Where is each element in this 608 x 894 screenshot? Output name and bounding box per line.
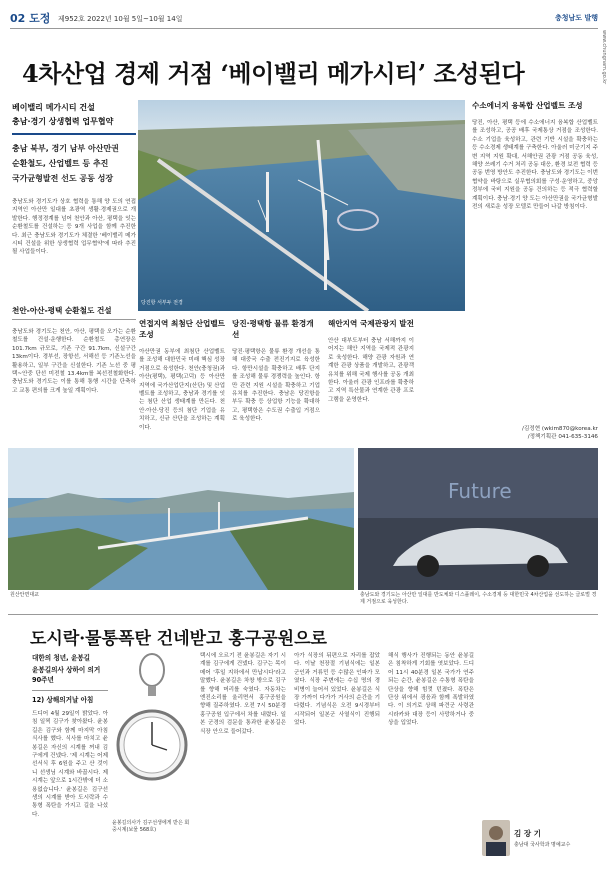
island-bridge-photo: [8, 448, 354, 590]
bottom-sub-block: [32, 652, 108, 876]
bridge-photo: [138, 100, 465, 311]
rail-section: [12, 305, 136, 446]
lead-kicker: 베이밸리 메가시티 건설: [12, 103, 95, 112]
bottom-col-1: 드디어 4월 29일이 밝았다. 아침 일찍 김구가 찾아왔다. 윤봉길은 김구와 함께 마지막 아침 식사를 했다. 식사를 마치고 윤봉길은 자신의 시계를 꺼내 김구에게 건넸다. '제 시계는 어제 선서식 후 6원을 주고 산 것이니 선생님 시계와 바꿉시다. 제 시계는 앞으로 1시간밖에 더 소용없습니다.' 윤봉길은 김구선생의 시계를 받아 도시락과 수통형 폭탄을 가지고 길을 나섰다.: [32, 711, 108, 818]
rail-title: 천안-아산-평택 순환철도 건설: [12, 305, 136, 320]
author-name: 김 장 기: [514, 829, 541, 838]
watch-caption: 윤봉길의사가 김구선생에게 받은 회중시계(보물 568호): [112, 820, 190, 833]
column-2-title: 당진·평택항 물류 환경개선: [232, 319, 314, 339]
column-1-body: 아산만권 동부에 최첨단 산업벨트를 조성해 대한민국 미래 핵심 성장거점으로 육성한다. 천안(충청권)과 아산(평택), 평택(고덕) 등 아산만 지역에 국가산업단지(산단) 및 산업벨트를 조성하고, 충남과 경기를 잇는 첨단 산업 생태계를 만든다. 천안·아산·당진 등의 첨단 기업을 유치하고, 신규 산단을 조성하는 계획이다.: [139, 349, 225, 431]
column-2: [232, 318, 320, 444]
byline-2: /정책기획관 041-635-3146: [527, 434, 598, 441]
issue-info: 제952호 2022년 10월 5일~10월 14일: [58, 15, 183, 23]
column-1-title: 연접지역 최첨단 산업벨트 조성: [139, 319, 225, 339]
column-3-body: 안산 대부도부터 충남 서해까지 이어지는 해안 지역을 국제적 관광지로 육성한다. 해양 관광 자원과 연계한 관광 상품을 개발하고, 관광객 유치를 위해 국제 행사를 공동 개최한다. 아울러 관광 인프라를 확충하고 지역 특산물과 연계한 관광 프로그램을 운영한다.: [328, 338, 414, 403]
side-url: www.chungnam.go.kr: [601, 30, 607, 85]
rail-body: 충남도와 경기도는 천안, 아산, 평택을 오가는 순환철도를 건설·운행한다. 순환철도 총연장은 101.7km 규모로, 기존 구간 91.7km, 신설구간 13km이다. 경부선, 장항선, 서해선 등 기존노선을 활용하고, 일부 구간을 신설한다. 기존 노선 중 평택~안중 단선 미전철 13.4km를 복선전철화한다. 충남도와 경기도는 이를 통해 통행 시간을 단축하고 교통 편의를 크게 높일 계획이다.: [12, 329, 136, 394]
bottom-col-4: 해식 행사가 진행되는 동안 윤봉길은 침착하게 기회를 엿보았다. 드디어 11시 40분경 일본 국가가 연주되는 순간, 윤봉길은 수통형 폭탄을 단상을 향해 힘껏 던졌다. 폭탄은 단상 위에서 굉음과 함께 폭발하였다. 이 의거로 상해 파견군 사령관 시라카와 대장 등이 사망하거나 중상을 입었다.: [388, 653, 474, 727]
lead-points: [12, 133, 136, 186]
byline-1: /김정현 (wkim870@korea.kr: [522, 426, 598, 432]
bottom-headline: 도시락·물통폭탄 건네받고 홍구공원으로: [30, 629, 327, 649]
lead-point: 순환철도, 산업벨트 등 추진: [12, 159, 109, 168]
section-label: 02 도정: [10, 12, 51, 25]
caption-right: 충남도와 경기도는 아산만 일대를 반도체와 디스플레이, 수소경제 등 대한민국 4차산업을 선도하는 글로벌 경제 거점으로 육성한다.: [360, 592, 597, 605]
bottom-sub-1: 대한의 청년, 윤봉길: [32, 654, 91, 662]
bottom-sub-2: 윤봉길의사 상하이 의거 90주년: [32, 666, 101, 684]
lead-kicker-2: 충남·경기 상생협력 업무협약: [12, 117, 114, 126]
column-3: [328, 318, 414, 433]
photo-caption: 당진항 서부두 전경: [141, 300, 183, 306]
pocket-watch-photo: [112, 650, 192, 818]
lead-block: [12, 102, 136, 298]
right-column: [472, 100, 598, 442]
right-column-body: 당진, 아산, 평택 등에 수소에너지 융복합 산업벨트를 조성하고, 공공 배후 국제통상 거점을 조성한다. 수소 기업을 육성하고, 관련 기반 시설을 확충하는 등 수소경제 생태계를 구축한다. 아울러 미군기지 주변 지역 지원 확대, 서해안권 관광 거점 공동 육성, 해양 쓰레기 수거 처리 공동 대응, 환경 보전 협력 등 공동 번영 방안도 추진한다. 충남도와 경기도는 이번 협약을 바탕으로 실무협의회를 구성·운영하고, 중앙정부에 국비 지원을 공동 건의하는 등 적극 협력할 계획이다. 충남·경기 양 도는 아산만권을 국가균형발전의 새로운 성장 모델로 만들어 나갈 방침이다.: [472, 120, 598, 211]
divider: [8, 614, 598, 615]
bottom-col-2: 택시에 오르기 전 윤봉길은 자기 시계를 김구에게 건넸다. 김구는 목이 메어 '후일 지하에서 만납시다'라고 말했다. 윤봉길은 차창 밖으로 김구를 향해 머리를 숙였다. 자동차는 엔진소리를 울리면서 홍구공원을 향해 질주하였다. 오전 7시 50분경 홍구공원 입구에서 차를 내렸다. 일본 군경의 검문을 통과한 윤봉길은 식장 안으로 들어갔다.: [200, 653, 286, 735]
column-3-title: 해안지역 국제관광지 발전: [328, 319, 414, 328]
page-header: [10, 6, 598, 29]
bottom-col-3: 아가 식장의 뒤편으로 자리를 잡았다. 이날 천장절 기념식에는 일본 군인과 거류민 등 수많은 인파가 모였다. 식장 주변에는 수십 명의 경비병이 늘어서 있었다. 윤봉길은 식장 가까이 다가가 거사의 순간을 기다렸다. 기념식은 오전 9시경부터 시작되어 일본군 사열식이 진행되었다.: [294, 653, 380, 727]
lead-point: 충남 북부, 경기 남부 아산만권: [12, 144, 119, 153]
caption-left: 원산안면대교: [10, 592, 39, 598]
svg-text:Future: Future: [448, 479, 512, 503]
car-photo: [358, 448, 598, 590]
right-column-title: 수소에너지 융복합 산업벨트 조성: [472, 101, 583, 110]
column-2-body: 당진·평택항은 물류 환경 개선을 통해 대중국 수출 전진기지로 육성한다. 항만시설을 확충하고 배후 단지를 조성해 물류 경쟁력을 높인다. 항만 관련 지원 시설을 확충하고 기업 유치를 추진한다. 충남은 당진항을 부두 확충 등 상업항 기능을 확대하고, 평택항은 수도권 수출입 거점으로 육성한다.: [232, 349, 320, 423]
lead-point: 국가균형발전 선도 공동 성장: [12, 174, 114, 183]
bottom-sub-3: 12) 상해의거날 아침: [32, 690, 108, 704]
brand-logo: 충청남도 발행: [554, 14, 598, 22]
author-photo: [482, 820, 510, 856]
lead-body: 충남도와 경기도가 상호 협력을 통해 양 도의 연접지역인 아산만 일대를 초광역 생활·경제권으로 개발한다. 행정경계를 넘어 천안과 아산, 평택을 잇는 순환철도를 건설하는 등 9개 사업을 함께 추진한다. 최근 충남도와 경기도가 체결한 '베이밸리 메가시티 건설을 위한 상생협력 업무협약'에 따라 추진될 사업들이다.: [12, 199, 136, 256]
main-headline: 4차산업 경제 거점 ‘베이밸리 메가시티’ 조성된다: [22, 59, 525, 88]
column-1: [139, 318, 225, 444]
author-role: 충남대 국사학과 명예교수: [514, 842, 571, 848]
